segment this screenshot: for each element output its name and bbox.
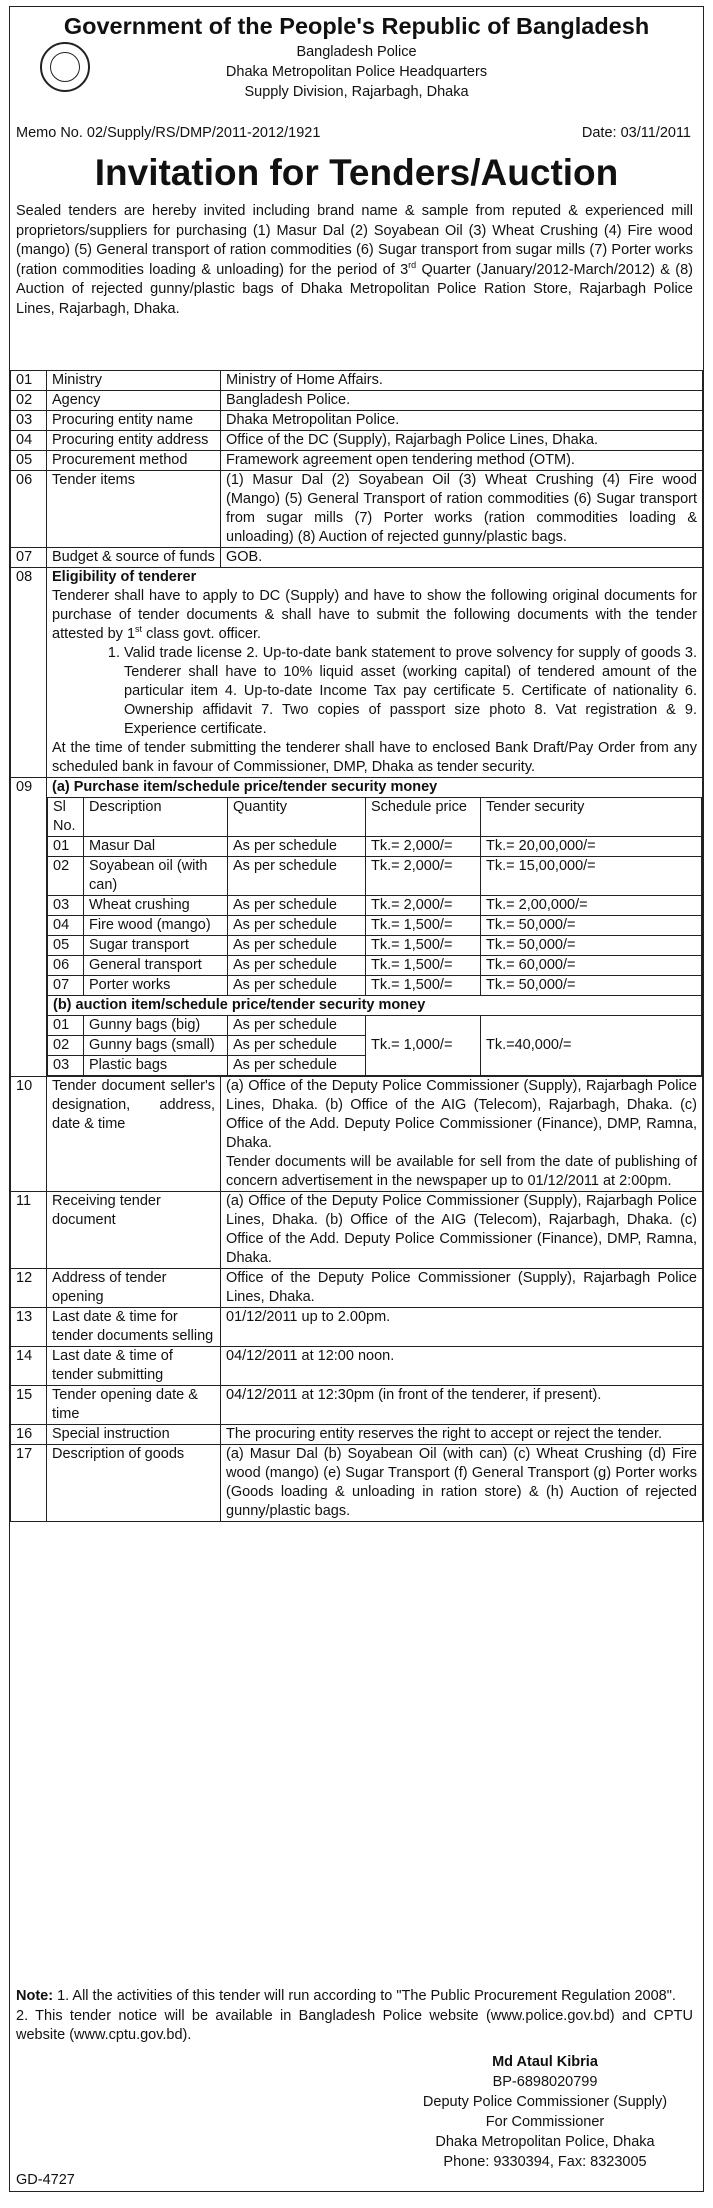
row-number: 05	[11, 451, 47, 471]
police-emblem-icon	[40, 42, 90, 92]
row-value: (1) Masur Dal (2) Soyabean Oil (3) Wheat Crushing (4) Fire wood (Mango) (5) General Transport of ration commodities (6) Sugar transport from sugar mills (7) Porter works (ration commodities loading & unloading) (8) Auction of rejected gunny/plastic bags.	[221, 471, 703, 548]
table-row	[11, 391, 703, 411]
auction-security: Tk.=40,000/=	[481, 1016, 702, 1076]
row-value: Office of the Deputy Police Commissioner (Supply), Rajarbagh Police Lines, Dhaka.	[221, 1269, 703, 1308]
signatory-name: Md Ataul Kibria	[492, 2054, 598, 2070]
auction-heading: (b) auction item/schedule price/tender security money	[48, 996, 702, 1016]
row-label: Special instruction	[47, 1425, 221, 1445]
table-row	[11, 1425, 703, 1445]
table-row-purchase	[11, 778, 703, 1077]
row-value: Bangladesh Police.	[221, 391, 703, 411]
intro-paragraph: Sealed tenders are hereby invited including brand name & sample from reputed & experienced mill proprietors/suppliers for purchasing (1) Masur Dal (2) Soyabean Oil (3) Wheat Crushing (4) Fire wood (mango) (5) General transport of ration commodities (6) Sugar transport from sugar mills (7) Porter works (ration commodities loading & unloading) for the period of 3rd Quarter (January/2012-March/2012) & (8) Auction of rejected gunny/plastic bags of Dhaka Metropolitan Police Ration Store, Rajarbagh Police Lines, Rajarbagh, Dhaka.	[16, 203, 693, 317]
table-row-eligibility	[11, 568, 703, 778]
row-label: Tender document seller's designation, address, date & time	[47, 1077, 221, 1192]
column-header: Sl No.	[48, 798, 84, 837]
auction-price: Tk.= 1,000/=	[366, 1016, 481, 1076]
eligibility-section	[47, 568, 703, 778]
row-value: 04/12/2011 at 12:30pm (in front of the tenderer, if present).	[221, 1386, 703, 1425]
table-row: 03 Plastic bags As per schedule	[48, 1056, 702, 1076]
eligibility-security-text: At the time of tender submitting the tenderer shall have to enclosed Bank Draft/Pay Order from any scheduled bank in favour of Commissioner, DMP, Dhaka as tender security.	[52, 740, 697, 775]
row-value: GOB.	[221, 548, 703, 568]
agency-line: Bangladesh Police	[296, 44, 417, 60]
table-row: 02 Gunny bags (small) As per schedule	[48, 1036, 702, 1056]
note-line-2: 2. This tender notice will be available in Bangladesh Police website (www.police.gov.bd) and CPTU website (www.cptu.gov.bd).	[16, 2007, 693, 2043]
row-label: Last date & time for tender documents selling	[47, 1308, 221, 1347]
memo-number: Memo No. 02/Supply/RS/DMP/2011-2012/1921	[16, 125, 321, 141]
government-heading: Government of the People's Republic of Bangladesh	[63, 13, 650, 39]
table-row	[11, 371, 703, 391]
column-header: Schedule price	[366, 798, 481, 837]
table-row	[11, 548, 703, 568]
row-label: Address of tender opening	[47, 1269, 221, 1308]
auction-heading-row	[48, 996, 702, 1016]
table-row: 01 Masur Dal As per schedule Tk.= 2,000/= Tk.= 20,00,000/=	[48, 837, 702, 857]
table-row: 06 General transport As per schedule Tk.= 1,500/= Tk.= 60,000/=	[48, 956, 702, 976]
signatory-for: For Commissioner	[485, 2114, 605, 2130]
row-number: 15	[11, 1386, 47, 1425]
table-row: 01 Gunny bags (big) As per schedule Tk.= 1,000/= Tk.=40,000/=	[48, 1016, 702, 1036]
gd-code: GD-4727	[16, 2172, 75, 2188]
table-row: 03 Wheat crushing As per schedule Tk.= 2,000/= Tk.= 2,00,000/=	[48, 896, 702, 916]
row-label: Ministry	[47, 371, 221, 391]
notice-title: Invitation for Tenders/Auction	[94, 152, 619, 193]
row-label: Procuring entity address	[47, 431, 221, 451]
row-value: The procuring entity reserves the right to accept or reject the tender.	[221, 1425, 703, 1445]
row-value: Ministry of Home Affairs.	[221, 371, 703, 391]
row-value: 01/12/2011 up to 2.00pm.	[221, 1308, 703, 1347]
signatory-office: Dhaka Metropolitan Police, Dhaka	[435, 2134, 655, 2150]
table-row: 07 Porter works As per schedule Tk.= 1,500/= Tk.= 50,000/=	[48, 976, 702, 996]
row-label: Tender items	[47, 471, 221, 548]
list-item: 1. Valid trade license 2. Up-to-date bank statement to prove solvency for supply of goods 3. Tenderer shall have to 10% liquid asset (working capital) of tendered amount of the particular item 4. Up-to-date Income Tax pay certificate 5. Certificate of nationality 6. Ownership affidavit 7. Two copies of passport size photo 8. Vat registration & 9. Experience certificate.	[124, 644, 697, 739]
table-row	[11, 1192, 703, 1269]
row-number: 10	[11, 1077, 47, 1192]
division-line: Supply Division, Rajarbagh, Dhaka	[244, 84, 469, 100]
row-value: Framework agreement open tendering method (OTM).	[221, 451, 703, 471]
row-number: 12	[11, 1269, 47, 1308]
table-row	[11, 1347, 703, 1386]
row-value: Dhaka Metropolitan Police.	[221, 411, 703, 431]
row-label: Last date & time of tender submitting	[47, 1347, 221, 1386]
row-number: 02	[11, 391, 47, 411]
row-number: 16	[11, 1425, 47, 1445]
signatory-designation: Deputy Police Commissioner (Supply)	[422, 2094, 668, 2110]
row-value: 04/12/2011 at 12:00 noon.	[221, 1347, 703, 1386]
eligibility-text: Tenderer shall have to apply to DC (Supply) and have to show the following original documents for purchase of tender documents & shall have to submit the following documents with the tender attested by 1st class govt. officer.	[52, 588, 697, 642]
row-label: Description of goods	[47, 1445, 221, 1522]
row-label: Tender opening date & time	[47, 1386, 221, 1425]
row-label: Agency	[47, 391, 221, 411]
table-row	[11, 1269, 703, 1308]
row-value: (a) Masur Dal (b) Soyabean Oil (with can) (c) Wheat Crushing (d) Fire wood (mango) (e) Sugar Transport (f) General Transport (g) Porter works (Goods loading & unloading in ration store) & (h) Auction of rejected gunny/plastic bags.	[221, 1445, 703, 1522]
signatory-id: BP-6898020799	[492, 2074, 598, 2090]
column-header: Quantity	[228, 798, 366, 837]
table-row: 02 Soyabean oil (with can) As per schedule Tk.= 2,000/= Tk.= 15,00,000/=	[48, 857, 702, 896]
tender-notice	[9, 6, 704, 2192]
row-number: 14	[11, 1347, 47, 1386]
notice-date: Date: 03/11/2011	[581, 125, 691, 141]
required-documents-list	[52, 644, 697, 739]
row-number: 06	[11, 471, 47, 548]
office-line: Dhaka Metropolitan Police Headquarters	[225, 64, 488, 80]
purchase-heading: (a) Purchase item/schedule price/tender security money	[52, 779, 438, 795]
row-value: Office of the DC (Supply), Rajarbagh Police Lines, Dhaka.	[221, 431, 703, 451]
column-header: Tender security	[481, 798, 702, 837]
row-number: 04	[11, 431, 47, 451]
table-row	[11, 1077, 703, 1192]
row-value: (a) Office of the Deputy Police Commissioner (Supply), Rajarbagh Police Lines, Dhaka. (b) Office of the AIG (Telecom), Rajarbagh, Dhaka. (c) Office of the Add. Deputy Police Commissioner (Finance), DMP, Ramna, Dhaka.	[221, 1192, 703, 1269]
row-number: 17	[11, 1445, 47, 1522]
table-row	[11, 1386, 703, 1425]
row-value: (a) Office of the Deputy Police Commissioner (Supply), Rajarbagh Police Lines, Dhaka. (b) Office of the AIG (Telecom), Rajarbagh, Dhaka. (c) Office of the Add. Deputy Police Commissioner (Finance), DMP, Ramna, Dhaka. Tender documents will be available for sell from the date of publishing of concern advertisement in the newspaper up to 01/12/2011 at 2:00pm.	[221, 1077, 703, 1192]
column-header: Description	[84, 798, 228, 837]
notes-section	[16, 1987, 693, 2046]
row-number: 08	[11, 568, 47, 778]
table-row	[11, 1445, 703, 1522]
row-label: Receiving tender document	[47, 1192, 221, 1269]
row-number: 07	[11, 548, 47, 568]
table-header-row	[48, 798, 702, 837]
table-row	[11, 451, 703, 471]
row-number: 11	[11, 1192, 47, 1269]
eligibility-heading: Eligibility of tenderer	[52, 569, 197, 585]
row-label: Budget & source of funds	[47, 548, 221, 568]
purchase-items-table	[47, 797, 702, 1076]
table-row	[11, 431, 703, 451]
signatory-phone: Phone: 9330394, Fax: 8323005	[443, 2154, 647, 2170]
tender-details-table	[10, 370, 703, 1522]
note-line-1: Note: 1. All the activities of this tender will run according to "The Public Procurement Regulation 2008".	[16, 1988, 676, 2004]
table-row: 05 Sugar transport As per schedule Tk.= 1,500/= Tk.= 50,000/=	[48, 936, 702, 956]
row-label: Procuring entity name	[47, 411, 221, 431]
row-number: 13	[11, 1308, 47, 1347]
table-row: 04 Fire wood (mango) As per schedule Tk.= 1,500/= Tk.= 50,000/=	[48, 916, 702, 936]
table-row	[11, 471, 703, 548]
row-number: 01	[11, 371, 47, 391]
purchase-section	[47, 778, 703, 1077]
table-row	[11, 1308, 703, 1347]
row-number: 03	[11, 411, 47, 431]
row-label: Procurement method	[47, 451, 221, 471]
table-row	[11, 411, 703, 431]
row-number: 09	[11, 778, 47, 1077]
